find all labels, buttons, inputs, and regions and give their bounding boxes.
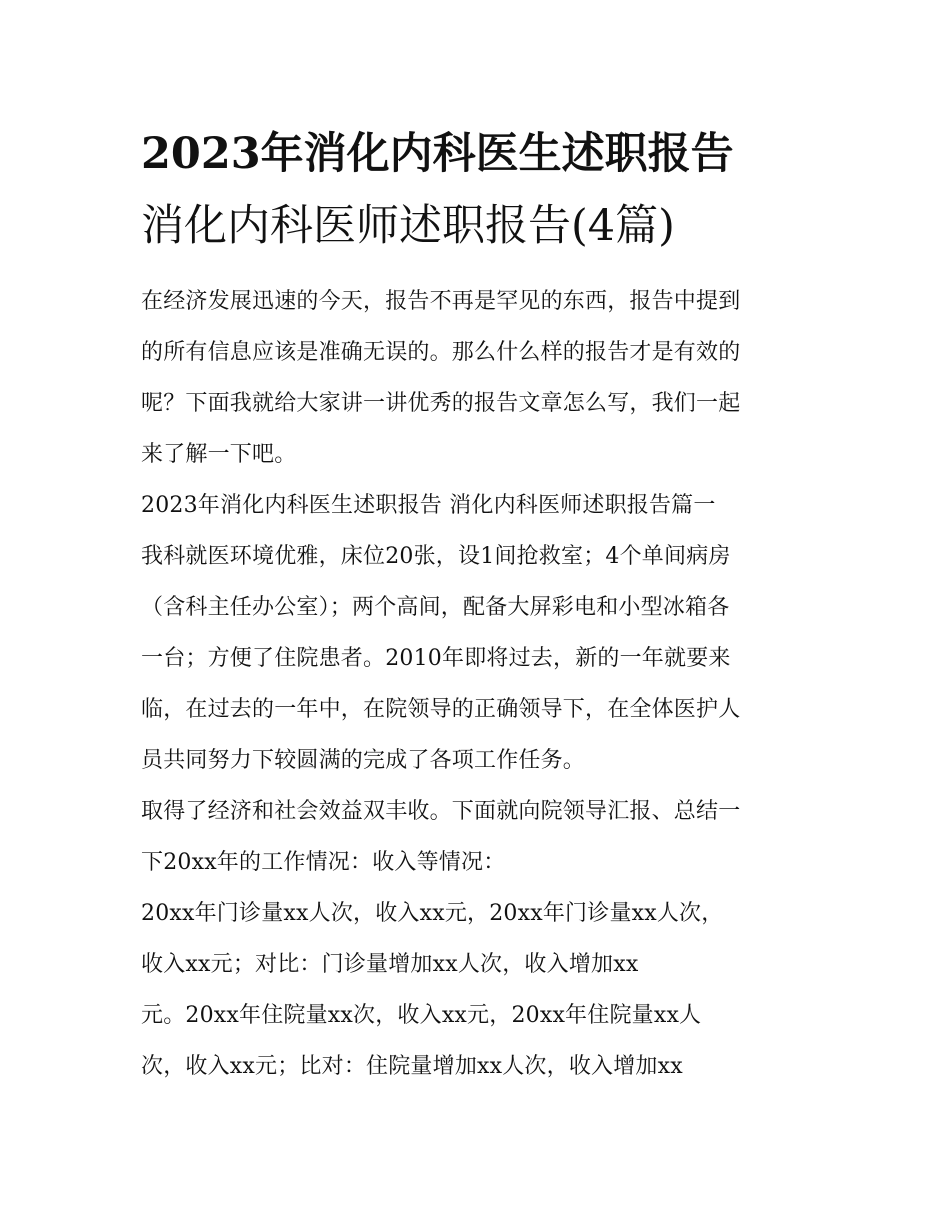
paragraph-line: 在经济发展迅速的今天，报告不再是罕见的东西，报告中提到: [141, 289, 741, 314]
paragraph-line: 的所有信息应该是准确无误的。那么什么样的报告才是有效的: [141, 340, 741, 365]
title-line-1: 2023年消化内科医生述职报告: [141, 129, 734, 179]
paragraph-line: 元。20xx年住院量xx次，收入xx元，20xx年住院量xx人: [141, 1003, 702, 1028]
paragraph-line: 我科就医环境优雅，床位20张，设1间抢救室；4个单间病房: [141, 544, 731, 569]
paragraph-line: 呢？下面我就给大家讲一讲优秀的报告文章怎么写，我们一起: [141, 391, 741, 416]
paragraph-line: 20xx年门诊量xx人次，收入xx元，20xx年门诊量xx人次，: [141, 901, 724, 926]
document-title: [141, 118, 813, 262]
title-line-2: 消化内科医师述职报告(4篇): [141, 201, 675, 251]
paragraph-line: 下20xx年的工作情况：收入等情况：: [141, 850, 506, 875]
paragraph-line: 次，收入xx元；比对：住院量增加xx人次，收入增加xx: [141, 1054, 683, 1079]
paragraph-line: 员共同努力下较圆满的完成了各项工作任务。: [141, 748, 586, 773]
document-body: [141, 276, 813, 1092]
paragraph-line: （含科主任办公室）；两个高间，配备大屏彩电和小型冰箱各: [141, 595, 730, 620]
section-heading-line: 2023年消化内科医生述职报告 消化内科医师述职报告篇一: [141, 493, 716, 518]
paragraph-line: 来了解一下吧。: [141, 442, 297, 467]
paragraph-line: 取得了经济和社会效益双丰收。下面就向院领导汇报、总结一: [141, 799, 741, 824]
paragraph-line: 收入xx元；对比：门诊量增加xx人次，收入增加xx: [141, 952, 639, 977]
paragraph-line: 一台；方便了住院患者。2010年即将过去，新的一年就要来: [141, 646, 731, 671]
document-page: [141, 118, 813, 1092]
paragraph-line: 临，在过去的一年中，在院领导的正确领导下，在全体医护人: [141, 697, 741, 722]
